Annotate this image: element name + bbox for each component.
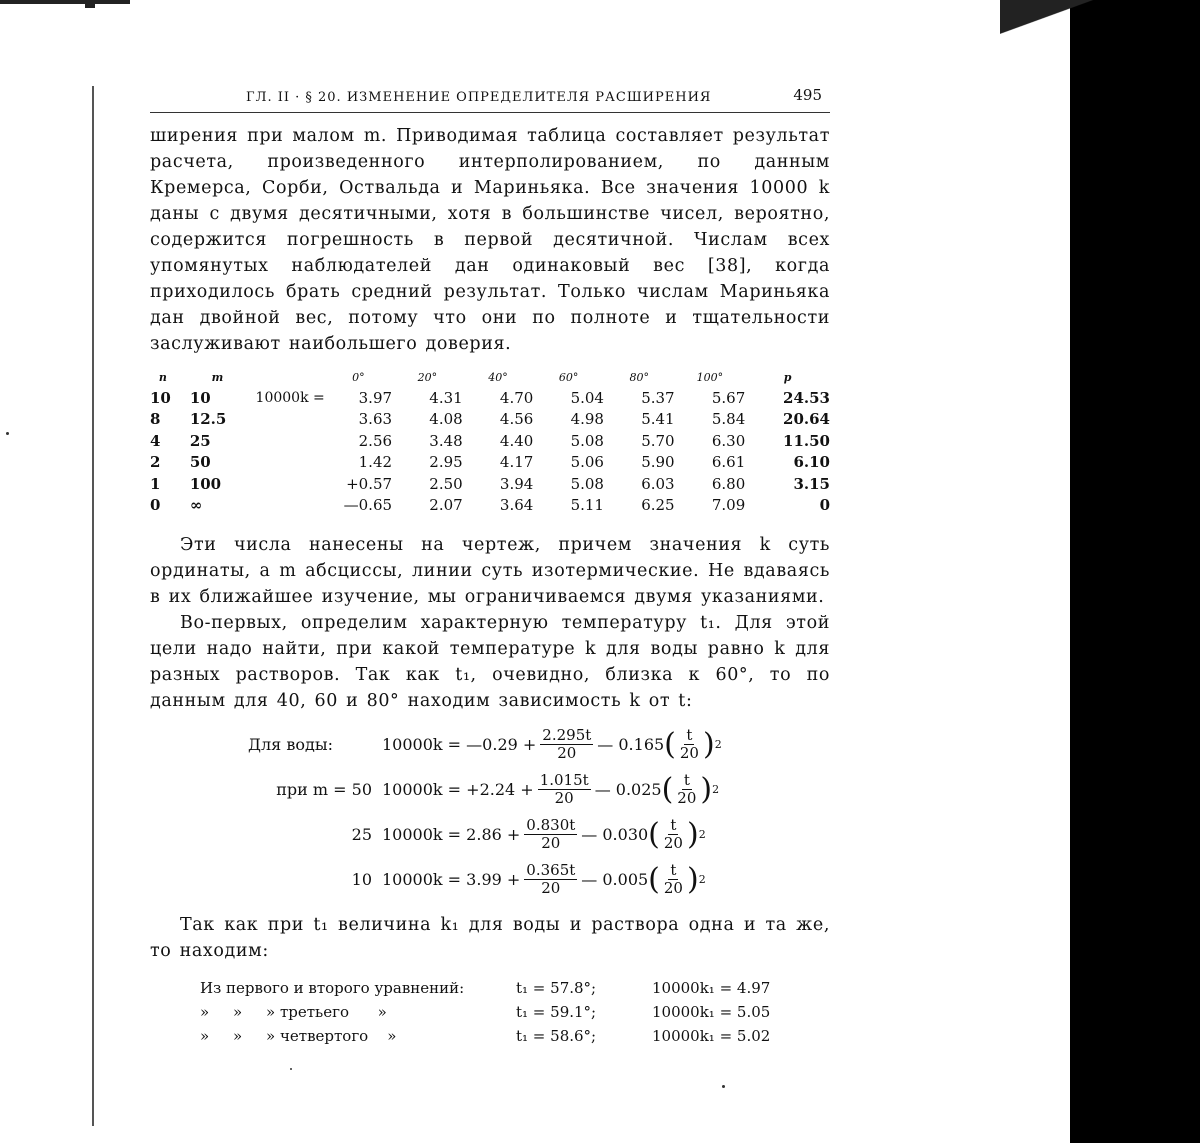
fraction-denominator: 20: [541, 879, 561, 897]
right-paren: ): [686, 816, 699, 852]
equation-fraction: [677, 772, 696, 807]
result-source: » » » четвертого »: [200, 1027, 397, 1045]
fraction-numerator: t: [683, 771, 690, 789]
table-cell: +0.57: [346, 474, 393, 493]
table-cell: 8: [150, 410, 161, 429]
table-cell: 4.70: [499, 388, 534, 407]
table-cell: [245, 430, 325, 452]
table-cell: 12.5: [189, 410, 227, 429]
table-cell: 4.17: [499, 453, 534, 472]
header-cell: m: [211, 370, 224, 384]
right-paren: ): [702, 726, 715, 762]
running-title: ГЛ. II · § 20. ИЗМЕНЕНИЕ ОПРЕДЕЛИТЕЛЯ РАСШИРЕНИЯ: [246, 90, 712, 105]
equation-label: 25: [351, 825, 372, 844]
table-cell: ∞: [189, 496, 203, 515]
fraction-denominator: 20: [557, 744, 577, 762]
fraction-numerator: 0.365t: [526, 861, 576, 879]
table-cell: 6.10: [793, 453, 830, 472]
equation-fraction: [664, 862, 683, 897]
fraction-denominator: 20: [677, 789, 697, 807]
table-cell: 25: [189, 431, 211, 450]
running-header: [150, 84, 830, 113]
fraction-denominator: 20: [679, 744, 699, 762]
header-cell: p: [783, 370, 792, 384]
data-table: [150, 367, 830, 516]
table-row: [150, 473, 830, 495]
fraction-denominator: 20: [663, 834, 683, 852]
left-paren: (: [648, 816, 660, 852]
equation-row: [150, 767, 830, 812]
equation-middle-term: — 0.165: [597, 735, 665, 754]
table-cell: 3.94: [499, 474, 534, 493]
paragraph-4: Так как при t₁ величина k₁ для воды и раствора одна и та же, то находим:: [150, 915, 830, 961]
header-cell: [245, 367, 325, 387]
table-cell: 4.98: [570, 410, 604, 429]
header-cell: 40°: [488, 370, 508, 384]
table-cell: 7.09: [711, 496, 746, 515]
fraction-numerator: t: [670, 816, 677, 834]
table-cell: 11.50: [783, 431, 830, 450]
table-cell: 6.80: [711, 474, 746, 493]
fraction-numerator: t: [686, 726, 693, 744]
header-cell: 60°: [558, 370, 579, 384]
result-value: 10000k₁ = 5.02: [652, 1027, 771, 1045]
table-cell: [245, 495, 325, 517]
table-cell: [245, 452, 325, 474]
table-cell: 6.25: [641, 496, 675, 515]
right-paren: ): [686, 861, 699, 897]
results-block: [150, 976, 830, 1048]
result-line: [150, 1000, 830, 1024]
table-cell: 100: [189, 474, 222, 493]
scan-edge-line: [0, 0, 130, 4]
header-cell: 20°: [417, 370, 438, 384]
table-cell: 10: [189, 388, 211, 407]
header-cell: 0°: [352, 370, 365, 384]
table-cell: 3.48: [429, 431, 463, 450]
table-cell: 5.67: [711, 388, 746, 407]
table-cell: 5.04: [570, 388, 604, 407]
scan-speck: [6, 432, 9, 435]
equation-fraction: [680, 727, 699, 762]
table-cell: 3.97: [358, 388, 393, 407]
scan-corner-shadow: [1000, 0, 1120, 40]
table-cell: 6.30: [711, 431, 746, 450]
table-cell: 5.37: [641, 388, 675, 407]
equation-middle-term: — 0.005: [581, 870, 649, 889]
scan-speck: [722, 1085, 725, 1088]
equation-fraction: [524, 862, 577, 897]
result-line: [150, 1024, 830, 1048]
fraction-denominator: 20: [663, 879, 683, 897]
table-cell: 1: [150, 474, 161, 493]
table-cell: 0: [150, 496, 161, 515]
equation-fraction: [664, 817, 683, 852]
left-paren: (: [648, 861, 660, 897]
result-temperature: t₁ = 59.1°;: [516, 1003, 597, 1021]
equation-middle-term: — 0.030: [581, 825, 649, 844]
fraction-numerator: 1.015t: [539, 771, 589, 789]
table-cell: [245, 473, 325, 495]
table-body: [150, 387, 830, 516]
table-cell: 3.64: [499, 496, 534, 515]
equation-label: Для воды:: [248, 735, 333, 754]
header-cell: n: [158, 370, 167, 384]
table-row: [150, 495, 830, 517]
table-cell: 5.06: [570, 453, 604, 472]
table-cell: 5.70: [641, 431, 675, 450]
table-cell: 4.08: [429, 410, 463, 429]
paragraph-1: ширения при малом m. Приводимая таблица составляет результат расчета, произведенного интерполированием, по данным Кремерса, Сорби, Оствальда и Мариньяка. Все значения 10000 k даны с двумя десятичными, хотя в большинстве чисел, вероятно, содержится погрешность в первой десятичной. Числам всех упомянутых наблюдателей дан одинаковый вес [38], когда приходилось брать средний результат. Только числам Мариньяка дан двойной вес, потому что они по полноте и тщательности заслуживают наибольшего доверия.: [150, 126, 830, 354]
table-cell: 5.41: [641, 410, 675, 429]
result-line: [150, 976, 830, 1000]
table-cell: 2.56: [358, 431, 393, 450]
table-cell: 10000k =: [255, 389, 325, 406]
equation-exponent: 2: [712, 783, 720, 796]
table-row: [150, 409, 830, 431]
table-cell: 5.11: [570, 496, 604, 515]
fraction-numerator: 2.295t: [542, 726, 592, 744]
equation-fraction: [524, 817, 577, 852]
fraction-numerator: t: [670, 861, 677, 879]
scan-speck: [290, 1068, 292, 1070]
table-cell: 2.07: [429, 496, 463, 515]
equation-middle-term: — 0.025: [594, 780, 662, 799]
left-paren: (: [664, 726, 676, 762]
table-cell: 50: [189, 453, 211, 472]
binding-line: [92, 86, 94, 1126]
scan-shadow: [1070, 0, 1200, 1143]
book-page: [150, 84, 830, 1048]
equation-exponent: 2: [698, 828, 706, 841]
paragraph-2: Эти числа нанесены на чертеж, причем значения k суть ординаты, а m абсциссы, линии суть изотермические. Не вдаваясь в их ближайшее изучение, мы ограничиваемся двумя указаниями.: [150, 535, 830, 607]
table-cell: 4.56: [499, 410, 534, 429]
page-number: 495: [793, 86, 822, 104]
table-cell: 10: [150, 388, 171, 407]
fraction-denominator: 20: [541, 834, 561, 852]
table-cell: 4.40: [499, 431, 534, 450]
table-cell: 5.08: [570, 474, 604, 493]
table-cell: 0: [819, 496, 830, 515]
equation-row: [150, 722, 830, 767]
right-paren: ): [700, 771, 713, 807]
table-row: [150, 387, 830, 409]
paragraph-3: Во-первых, определим характерную температуру t₁. Для этой цели надо найти, при какой температуре k для воды равно k для разных растворов. Так как t₁, очевидно, близка к 60°, то по данным для 40, 60 и 80° находим зависимость k от t:: [150, 613, 830, 711]
result-value: 10000k₁ = 5.05: [652, 1003, 771, 1021]
table-cell: 20.64: [783, 410, 830, 429]
table-cell: 2: [150, 453, 161, 472]
equation-lhs: 10000k = 2.86 +: [382, 825, 521, 844]
equation-body: [382, 772, 719, 807]
result-source: » » » третьего »: [200, 1003, 387, 1021]
equation-lhs: 10000k = +2.24 +: [382, 780, 534, 799]
equation-label: 10: [351, 870, 372, 889]
equation-row: [150, 857, 830, 902]
table-cell: 2.50: [429, 474, 463, 493]
table-cell: 5.84: [711, 410, 746, 429]
result-source: Из первого и второго уравнений:: [200, 979, 465, 997]
scan-edge-mark: [85, 0, 95, 8]
header-cell: 80°: [629, 370, 650, 384]
table-header-row: [150, 367, 830, 387]
header-cell: 100°: [696, 370, 724, 384]
left-paren: (: [661, 771, 674, 807]
table-cell: 3.63: [358, 410, 393, 429]
table-cell: [245, 409, 325, 431]
equation-fraction: [540, 727, 593, 762]
equation-lhs: 10000k = 3.99 +: [382, 870, 521, 889]
result-value: 10000k₁ = 4.97: [652, 979, 771, 997]
table-cell: 4.31: [429, 388, 463, 407]
equations-block: [150, 722, 830, 902]
table-cell: 6.61: [711, 453, 746, 472]
equation-body: [382, 862, 706, 897]
table-cell: 3.15: [793, 474, 830, 493]
equation-label: при m = 50: [276, 780, 372, 799]
equation-body: [382, 817, 706, 852]
result-temperature: t₁ = 57.8°;: [516, 979, 597, 997]
fraction-numerator: 0.830t: [526, 816, 576, 834]
table-cell: 24.53: [783, 388, 830, 407]
table-row: [150, 452, 830, 474]
table-cell: 2.95: [429, 453, 463, 472]
equation-lhs: 10000k = —0.29 +: [382, 735, 537, 754]
equation-body: [382, 727, 722, 762]
table-cell: 1.42: [358, 453, 393, 472]
fraction-denominator: 20: [554, 789, 574, 807]
table-cell: 5.08: [570, 431, 604, 450]
table-cell: 6.03: [641, 474, 675, 493]
table-cell: 4: [150, 431, 161, 450]
equation-fraction: [538, 772, 591, 807]
table-row: [150, 430, 830, 452]
equation-exponent: 2: [698, 873, 706, 886]
result-temperature: t₁ = 58.6°;: [516, 1027, 597, 1045]
equation-row: [150, 812, 830, 857]
equation-exponent: 2: [714, 738, 722, 751]
table-cell: 5.90: [641, 453, 675, 472]
table-cell: —0.65: [343, 496, 393, 515]
